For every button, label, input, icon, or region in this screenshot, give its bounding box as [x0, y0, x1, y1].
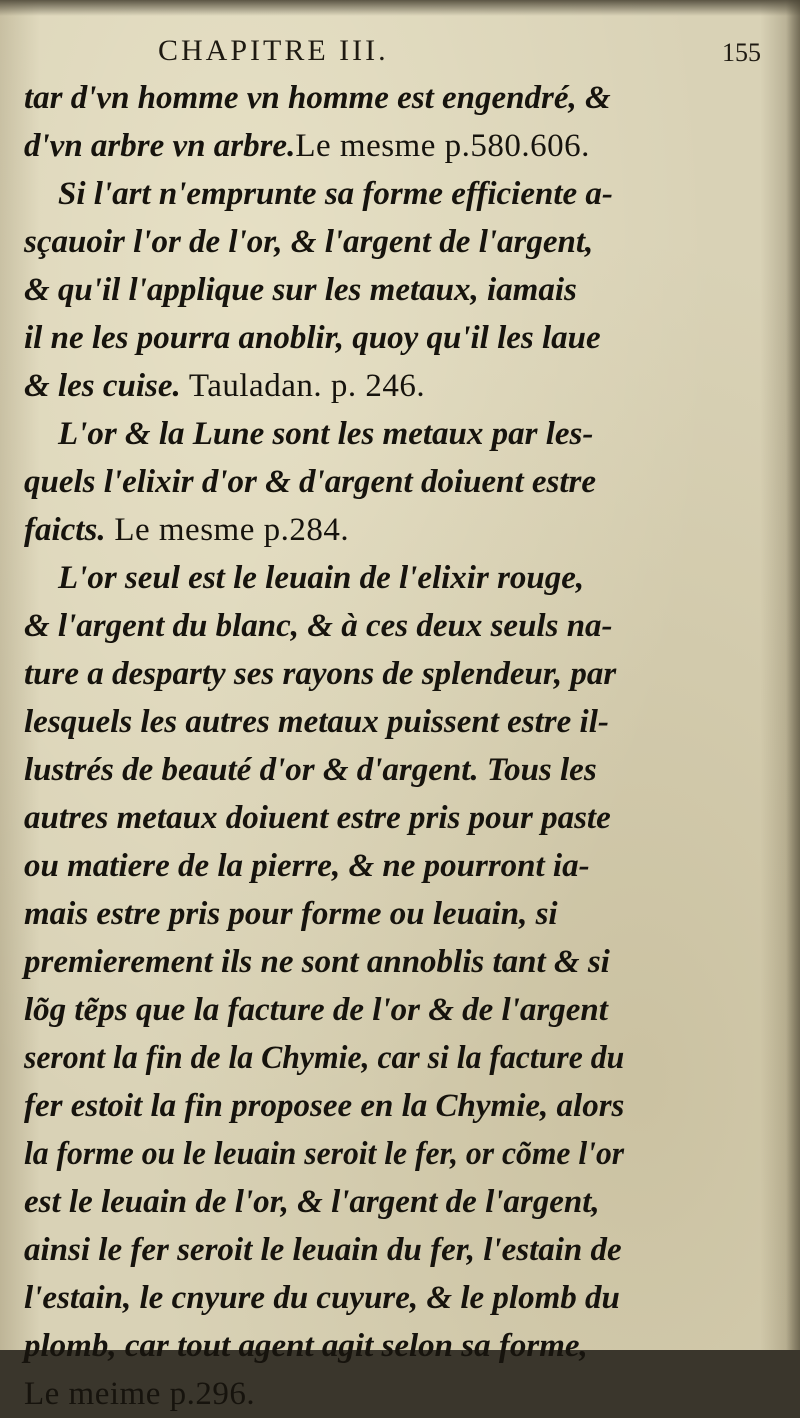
page-right-edge — [786, 0, 800, 1350]
text-line: faicts. Le mesme p.284. — [24, 512, 350, 548]
text-line: sçauoir l'or de l'or, & l'argent de l'argent, — [24, 224, 594, 260]
text-line: lustrés de beauté d'or & d'argent. Tous les — [24, 752, 597, 788]
text-line: ainsi le fer seroit le leuain du fer, l'estain de — [24, 1232, 622, 1268]
text-line: est le leuain de l'or, & l'argent de l'argent, — [24, 1184, 600, 1220]
text-line: Le meime p.296. — [24, 1376, 256, 1412]
text-line: l'estain, le cnyure du cuyure, & le plomb du — [24, 1280, 620, 1316]
text-line: ture a desparty ses rayons de splendeur, par — [24, 656, 617, 692]
text-line: quels l'elixir d'or & d'argent doiuent estre — [24, 464, 597, 500]
text-line: L'or seul est le leuain de l'elixir rouge, — [58, 560, 585, 596]
text-line: plomb, car tout agent agit selon sa forme, — [24, 1328, 588, 1364]
text-line: ou matiere de la pierre, & ne pourront ia- — [24, 848, 590, 884]
text-line: d'vn arbre vn arbre.Le mesme p.580.606. — [24, 128, 590, 164]
text-line: & les cuise. Tauladan. p. 246. — [24, 368, 426, 404]
running-head — [0, 34, 800, 74]
text-line: & l'argent du blanc, & à ces deux seuls na- — [24, 608, 613, 644]
text-line: la forme ou le leuain seroit le fer, or cõme l'or — [24, 1136, 625, 1172]
text-line: autres metaux doiuent estre pris pour paste — [24, 800, 611, 836]
text-line: Si l'art n'emprunte sa forme efficiente a- — [58, 176, 613, 212]
chapter-title: CHAPITRE III. — [158, 34, 389, 67]
text-line: lesquels les autres metaux puissent estre il- — [24, 704, 609, 740]
page-number: 155 — [722, 38, 761, 67]
text-line: seront la fin de la Chymie, car si la facture du — [24, 1040, 625, 1076]
text-line: L'or & la Lune sont les metaux par les- — [58, 416, 594, 452]
text-line: il ne les pourra anoblir, quoy qu'il les laue — [24, 320, 601, 356]
text-line: & qu'il l'applique sur les metaux, iamais — [24, 272, 577, 308]
body-text — [24, 74, 624, 1418]
text-line: tar d'vn homme vn homme est engendré, & — [24, 80, 611, 116]
text-line: premierement ils ne sont annoblis tant & si — [24, 944, 610, 980]
text-line: lõg tẽps que la facture de l'or & de l'argent — [24, 992, 608, 1028]
text-line: fer estoit la fin proposee en la Chymie, alors — [24, 1088, 625, 1124]
page-top-edge — [0, 0, 800, 16]
text-line: mais estre pris pour forme ou leuain, si — [24, 896, 558, 932]
